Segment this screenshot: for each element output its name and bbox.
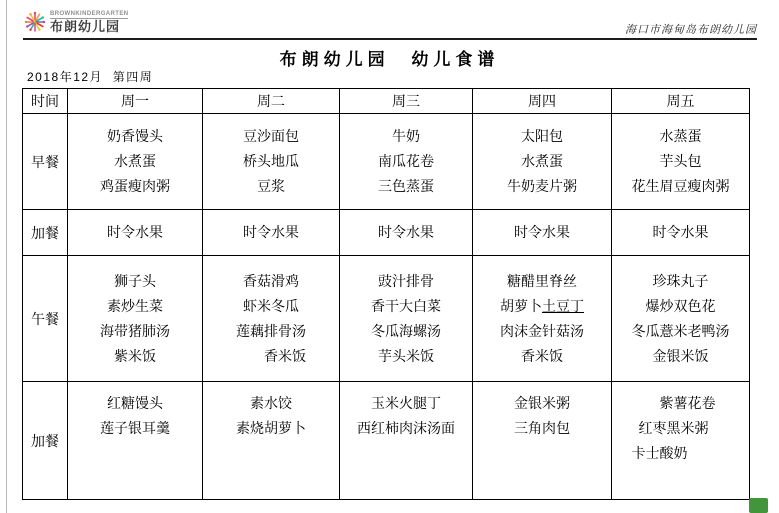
menu-item-line: 西红柿肉沫汤面 [357, 420, 455, 436]
menu-item-line: 红糖馒头 [107, 395, 163, 411]
menu-cell [68, 114, 203, 210]
menu-cell [473, 256, 612, 382]
menu-cell [68, 382, 203, 500]
menu-item-line: 金银米饭 [652, 347, 709, 364]
menu-item-line: 时令水果 [514, 224, 570, 240]
page-header [23, 8, 757, 40]
page-title: 布朗幼儿园 幼儿食谱 [279, 50, 500, 70]
menu-item-line: 鸡蛋瘦肉粥 [100, 178, 170, 194]
menu-item-line: 芋头包 [659, 153, 702, 169]
menu-cell [473, 382, 612, 500]
menu-item-line: 香米饭 [236, 347, 306, 364]
menu-cell [203, 382, 340, 500]
menu-cell [340, 114, 473, 210]
menu-item-line: 太阳包 [521, 128, 563, 144]
menu-item-line: 狮子头 [114, 272, 156, 289]
menu-cell [612, 210, 750, 256]
row-label-cell: 早餐 [23, 114, 68, 210]
brand-text [50, 11, 128, 33]
menu-item-line: 时令水果 [652, 224, 709, 240]
col-header-day: 周一 [68, 89, 203, 114]
menu-cell [203, 114, 340, 210]
menu-cell [473, 210, 612, 256]
menu-cell [612, 114, 750, 210]
pinwheel-logo-icon [23, 10, 47, 34]
menu-cell [68, 256, 203, 382]
menu-item-line: 牛奶 [392, 128, 420, 144]
menu-item-line: 香米饭 [521, 347, 563, 364]
menu-item-line: 肉沫金针菇汤 [500, 322, 584, 339]
menu-item-line: 金银米粥 [514, 395, 570, 411]
row-label-cell: 午餐 [23, 256, 68, 382]
menu-cell [68, 210, 203, 256]
brand-name-cn: 布朗幼儿园 [50, 19, 121, 34]
col-header-day: 周四 [473, 89, 612, 114]
page-edge-divider [6, 0, 7, 513]
menu-item-line: 虾米冬瓜 [243, 297, 299, 314]
menu-item-line: 玉米火腿丁 [371, 395, 441, 411]
menu-item-line: 时令水果 [378, 224, 434, 240]
menu-item-line: 糖醋里脊丝 [507, 272, 577, 289]
menu-item-line: 豆沙面包 [243, 128, 299, 144]
menu-table-head [23, 89, 750, 114]
col-header-time: 时间 [23, 89, 68, 114]
menu-cell [340, 382, 473, 500]
menu-row [23, 114, 750, 210]
green-corner-badge[interactable] [749, 498, 768, 513]
menu-item-line: 冬瓜海螺汤 [371, 322, 441, 339]
menu-item-line: 奶香馒头 [107, 128, 163, 144]
menu-item-line: 莲子银耳羹 [100, 420, 170, 436]
menu-item-line: 莲藕排骨汤 [236, 322, 306, 339]
menu-item-line: 花生眉豆瘦肉粥 [631, 178, 730, 194]
menu-table [22, 88, 750, 500]
menu-item-line: 香菇滑鸡 [243, 272, 299, 289]
menu-item-line: 三角肉包 [514, 420, 570, 436]
menu-item-line: 素水饺 [250, 395, 292, 411]
menu-cell [340, 210, 473, 256]
menu-table-body [23, 114, 750, 500]
menu-item-line: 冬瓜薏米老鸭汤 [631, 322, 730, 339]
menu-item-line: 红枣黑米粥 [638, 420, 723, 436]
menu-item-line: 海带猪肺汤 [100, 322, 170, 339]
menu-item-line: 爆炒双色花 [645, 297, 716, 314]
menu-cell [340, 256, 473, 382]
menu-item-line: 香干大白菜 [371, 297, 441, 314]
menu-item-line: 南瓜花卷 [378, 153, 434, 169]
menu-item-line: 素炒生菜 [107, 297, 163, 314]
menu-item-line: 紫薯花卷 [645, 395, 716, 411]
menu-item-line: 时令水果 [243, 224, 299, 240]
menu-item-line: 豆浆 [257, 178, 285, 194]
menu-item-line: 桥头地瓜 [243, 153, 299, 169]
menu-item-line: 水蒸蛋 [659, 128, 702, 144]
school-name: 海口市海甸岛布朗幼儿园 [625, 24, 757, 36]
col-header-day: 周三 [340, 89, 473, 114]
menu-item-line: 水煮蛋 [114, 153, 156, 169]
menu-item-line: 紫米饭 [114, 347, 156, 364]
menu-row [23, 256, 750, 382]
menu-item-line: 胡萝卜土豆丁 [500, 297, 584, 314]
menu-cell [612, 382, 750, 500]
row-label-cell: 加餐 [23, 382, 68, 500]
menu-item-line: 时令水果 [107, 224, 163, 240]
menu-item-line: 豉汁排骨 [378, 272, 434, 289]
menu-item-line: 卡士酸奶 [631, 445, 730, 461]
row-label-cell: 加餐 [23, 210, 68, 256]
menu-row [23, 382, 750, 500]
menu-item-line: 芋头米饭 [378, 347, 434, 364]
col-header-day: 周五 [612, 89, 750, 114]
menu-row [23, 210, 750, 256]
menu-item-line: 珍珠丸子 [652, 272, 709, 289]
menu-cell [612, 256, 750, 382]
menu-cell [473, 114, 612, 210]
menu-cell [203, 256, 340, 382]
school-logo [23, 10, 128, 34]
menu-cell [203, 210, 340, 256]
menu-item-line: 水煮蛋 [521, 153, 563, 169]
date-line: 2018年12月 第四周 [27, 70, 154, 84]
menu-item-line: 三色蒸蛋 [378, 178, 434, 194]
col-header-day: 周二 [203, 89, 340, 114]
brand-name-en: BROWNKINDERGARTEN [50, 11, 129, 17]
menu-item-line: 素烧胡萝卜 [236, 420, 306, 436]
menu-item-line: 牛奶麦片粥 [507, 178, 577, 194]
